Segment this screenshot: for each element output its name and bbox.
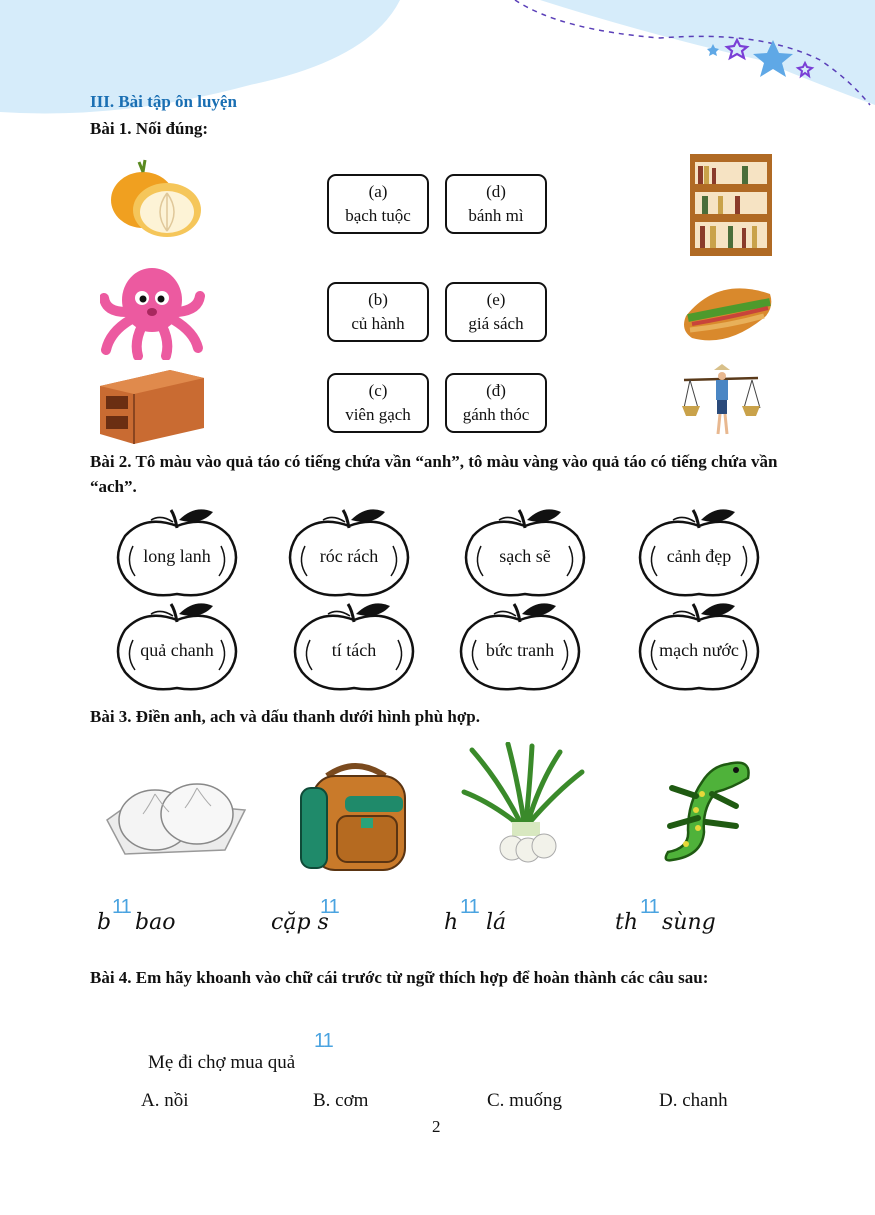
word-box-word: bạch tuộc <box>345 206 411 225</box>
word-box-d[interactable] <box>445 174 547 234</box>
apple-6[interactable] <box>292 600 416 692</box>
word-box-word: viên gạch <box>345 405 411 424</box>
blank-mark-1[interactable]: 11 <box>112 896 131 918</box>
apple-8[interactable] <box>637 600 761 692</box>
word-box-letter: (d) <box>486 182 506 201</box>
bookshelf-image <box>690 154 775 257</box>
word-box-e[interactable] <box>445 282 547 342</box>
apple-4[interactable] <box>637 506 761 598</box>
word-box-word: gánh thóc <box>462 405 530 424</box>
apple-3[interactable] <box>463 506 587 598</box>
word-box-b[interactable] <box>327 282 429 342</box>
word-box-word: củ hành <box>351 314 405 333</box>
apple-label: quả chanh <box>140 640 214 660</box>
option-d[interactable]: D. chanh <box>659 1090 728 1111</box>
apple-label: bức tranh <box>485 640 555 660</box>
brick-image <box>98 364 206 446</box>
bai4-sentence: Mẹ đi chợ mua quả <box>148 1052 296 1073</box>
word-box-letter: (c) <box>368 381 388 400</box>
green-onion-image <box>460 742 588 870</box>
bai4-blank-mark[interactable]: 11 <box>314 1030 333 1052</box>
fill-after-4: sùng <box>662 910 716 935</box>
apple-label: cảnh đẹp <box>666 546 732 566</box>
option-c[interactable]: C. muống <box>487 1090 562 1111</box>
word-box-word: bánh mì <box>468 206 524 225</box>
apple-label: long lanh <box>143 546 211 566</box>
blank-mark-4[interactable]: 11 <box>640 896 659 918</box>
octopus-image <box>100 262 205 360</box>
bai3-heading: Bài 3. Điền anh, ach và dấu thanh dưới hình phù hợp. <box>90 707 480 726</box>
apple-5[interactable] <box>115 600 239 692</box>
onion-image <box>105 158 205 240</box>
option-a[interactable]: A. nồi <box>141 1090 189 1111</box>
bai2-heading: Bài 2. Tô màu vào quả táo có tiếng chứa vần “anh”, tô màu vàng vào quả táo có tiếng chứa vần “ach”. <box>90 452 778 496</box>
word-box-c[interactable] <box>327 373 429 433</box>
word-box-letter: (a) <box>368 182 388 201</box>
word-box-letter: (e) <box>486 290 506 309</box>
word-box-letter: (đ) <box>486 381 506 400</box>
apple-7[interactable] <box>458 600 582 692</box>
fill-before-4: th <box>615 910 639 935</box>
bai4-heading: Bài 4. Em hãy khoanh vào chữ cái trước từ ngữ thích hợp để hoàn thành các câu sau: <box>90 968 709 987</box>
lizard-image <box>632 748 756 868</box>
page-number: 2 <box>432 1117 441 1136</box>
backpack-image <box>297 758 415 874</box>
word-box-letter: (b) <box>368 290 388 309</box>
banh-bao-image <box>105 770 250 860</box>
word-box-dd[interactable] <box>445 373 547 433</box>
apple-2[interactable] <box>287 506 411 598</box>
banh-mi-image <box>678 276 778 351</box>
blank-mark-2[interactable]: 11 <box>320 896 339 918</box>
word-box-a[interactable] <box>327 174 429 234</box>
apple-label: mạch nước <box>659 640 739 660</box>
apple-label: sạch sẽ <box>499 546 551 566</box>
blank-mark-3[interactable]: 11 <box>460 896 479 918</box>
fill-after-1: bao <box>135 910 176 935</box>
apple-label: róc rách <box>319 546 379 566</box>
fill-before-2: cặp s <box>271 910 329 935</box>
fill-before-1: b <box>97 910 112 935</box>
fill-before-3: h <box>444 910 459 935</box>
option-b[interactable]: B. cơm <box>313 1090 369 1111</box>
apple-1[interactable] <box>115 506 239 598</box>
bai1-heading: Bài 1. Nối đúng: <box>90 119 209 138</box>
section-title: III. Bài tập ôn luyện <box>90 92 237 111</box>
apple-label: tí tách <box>331 640 377 660</box>
fill-after-3: lá <box>486 910 507 935</box>
gánh-thóc-image <box>680 364 762 440</box>
word-box-word: giá sách <box>468 314 524 333</box>
